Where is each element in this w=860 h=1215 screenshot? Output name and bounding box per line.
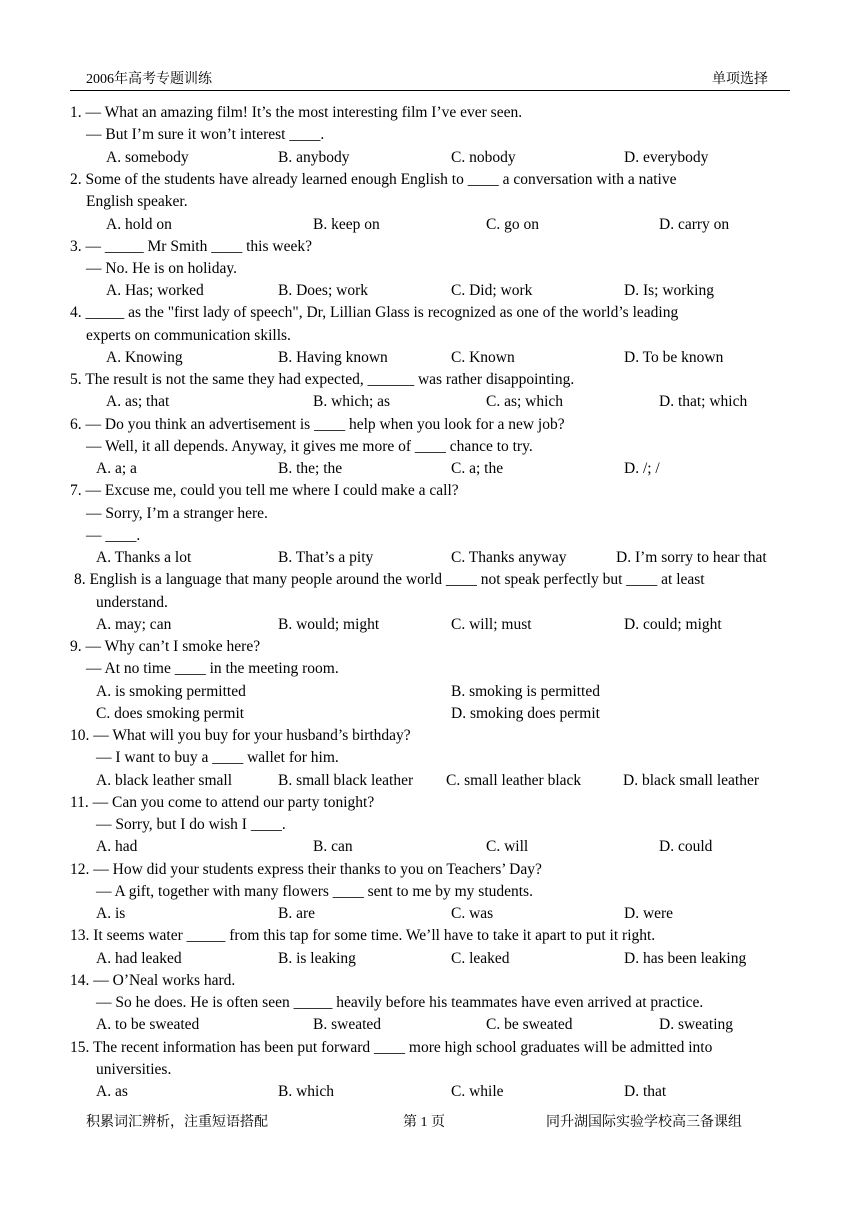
question-11-option-a: A. had xyxy=(96,838,138,855)
question-11-option-c: C. will xyxy=(486,838,529,855)
question-5-option-b: B. which; as xyxy=(313,393,391,410)
footer-page-number: 第 1 页 xyxy=(403,1115,445,1130)
question-10-option-c: C. small leather black xyxy=(446,772,582,789)
question-3-text: — No. He is on holiday. xyxy=(86,260,237,277)
footer-left: 积累词汇辨析，注重短语搭配 xyxy=(86,1115,268,1130)
question-2-option-a: A. hold on xyxy=(106,216,172,233)
question-6-option-c: C. a; the xyxy=(451,460,504,477)
question-2-text: 2. Some of the students have already learned enough English to ____ a conversation with a native xyxy=(70,171,677,188)
question-4-text: experts on communication skills. xyxy=(86,327,291,344)
question-7-option-b: B. That’s a pity xyxy=(278,549,374,566)
question-8-option-b: B. would; might xyxy=(278,616,380,633)
question-7-option-d: D. I’m sorry to hear that xyxy=(616,549,767,566)
question-15-option-c: C. while xyxy=(451,1083,504,1100)
question-12-option-b: B. are xyxy=(278,905,316,922)
question-8-option-c: C. will; must xyxy=(451,616,532,633)
question-8-text: understand. xyxy=(96,594,168,611)
question-2-text: English speaker. xyxy=(86,193,188,210)
question-11-text: — Sorry, but I do wish I ____. xyxy=(96,816,286,833)
question-6-option-a: A. a; a xyxy=(96,460,137,477)
question-3-option-c: C. Did; work xyxy=(451,282,533,299)
question-6-text: — Well, it all depends. Anyway, it gives me more of ____ chance to try. xyxy=(86,438,533,455)
question-8-text: 8. English is a language that many people around the world ____ not speak perfectly but ____ at least xyxy=(74,571,705,588)
header-left: 2006年高考专题训练 xyxy=(86,72,212,87)
question-12-option-d: D. were xyxy=(624,905,674,922)
question-15-text: 15. The recent information has been put forward ____ more high school graduates will be admitted into xyxy=(70,1039,713,1056)
question-9-text: 9. — Why can’t I smoke here? xyxy=(70,638,261,655)
question-2-option-c: C. go on xyxy=(486,216,539,233)
question-5-option-c: C. as; which xyxy=(486,393,564,410)
question-9-text: — At no time ____ in the meeting room. xyxy=(86,660,339,677)
question-6-text: 6. — Do you think an advertisement is ____ help when you look for a new job? xyxy=(70,416,565,433)
question-12-option-c: C. was xyxy=(451,905,494,922)
question-8-option-d: D. could; might xyxy=(624,616,722,633)
question-3-option-d: D. Is; working xyxy=(624,282,714,299)
question-6-option-d: D. /; / xyxy=(624,460,660,477)
question-9-option-a: A. is smoking permitted xyxy=(96,683,246,700)
question-9-option-d: D. smoking does permit xyxy=(451,705,600,722)
question-15-text: universities. xyxy=(96,1061,172,1078)
question-4-option-d: D. To be known xyxy=(624,349,724,366)
question-5-option-d: D. that; which xyxy=(659,393,748,410)
question-8-option-a: A. may; can xyxy=(96,616,172,633)
question-9-option-b: B. smoking is permitted xyxy=(451,683,600,700)
question-4-option-b: B. Having known xyxy=(278,349,388,366)
question-14-option-b: B. sweated xyxy=(313,1016,382,1033)
header-divider xyxy=(70,90,790,91)
question-12-text: 12. — How did your students express their thanks to you on Teachers’ Day? xyxy=(70,861,542,878)
question-11-text: 11. — Can you come to attend our party tonight? xyxy=(70,794,375,811)
question-1-option-d: D. everybody xyxy=(624,149,709,166)
question-6-option-b: B. the; the xyxy=(278,460,343,477)
question-14-text: 14. — O’Neal works hard. xyxy=(70,972,236,989)
question-9-option-c: C. does smoking permit xyxy=(96,705,245,722)
footer-right: 同升湖国际实验学校高三备课组 xyxy=(546,1115,742,1130)
question-14-option-d: D. sweating xyxy=(659,1016,734,1033)
question-13-option-c: C. leaked xyxy=(451,950,510,967)
question-14-text: — So he does. He is often seen _____ heavily before his teammates have even arrived at practice. xyxy=(96,994,704,1011)
question-15-option-b: B. which xyxy=(278,1083,334,1100)
question-4-text: 4. _____ as the "first lady of speech", Dr, Lillian Glass is recognized as one of the world’s leading xyxy=(70,304,679,321)
question-1-option-a: A. somebody xyxy=(106,149,189,166)
question-15-option-d: D. that xyxy=(624,1083,667,1100)
question-14-option-c: C. be sweated xyxy=(486,1016,573,1033)
question-12-text: — A gift, together with many flowers ____ sent to me by my students. xyxy=(96,883,533,900)
question-10-text: 10. — What will you buy for your husband’s birthday? xyxy=(70,727,411,744)
question-10-text: — I want to buy a ____ wallet for him. xyxy=(96,749,339,766)
question-5-option-a: A. as; that xyxy=(106,393,170,410)
question-2-option-b: B. keep on xyxy=(313,216,380,233)
question-1-text: — But I’m sure it won’t interest ____. xyxy=(86,126,325,143)
question-5-text: 5. The result is not the same they had expected, ______ was rather disappointing. xyxy=(70,371,575,388)
question-7-option-c: C. Thanks anyway xyxy=(451,549,567,566)
question-7-text: — ____. xyxy=(86,527,141,544)
question-13-option-b: B. is leaking xyxy=(278,950,356,967)
question-2-option-d: D. carry on xyxy=(659,216,730,233)
question-7-text: — Sorry, I’m a stranger here. xyxy=(86,505,268,522)
question-3-text: 3. — _____ Mr Smith ____ this week? xyxy=(70,238,312,255)
question-3-option-a: A. Has; worked xyxy=(106,282,204,299)
header-right: 单项选择 xyxy=(712,72,768,87)
question-7-option-a: A. Thanks a lot xyxy=(96,549,192,566)
question-13-option-d: D. has been leaking xyxy=(624,950,747,967)
question-11-option-b: B. can xyxy=(313,838,353,855)
question-10-option-b: B. small black leather xyxy=(278,772,414,789)
question-3-option-b: B. Does; work xyxy=(278,282,368,299)
question-1-option-c: C. nobody xyxy=(451,149,516,166)
question-7-text: 7. — Excuse me, could you tell me where I could make a call? xyxy=(70,482,459,499)
question-11-option-d: D. could xyxy=(659,838,713,855)
question-13-option-a: A. had leaked xyxy=(96,950,182,967)
question-4-option-c: C. Known xyxy=(451,349,515,366)
question-15-option-a: A. as xyxy=(96,1083,128,1100)
question-12-option-a: A. is xyxy=(96,905,126,922)
question-4-option-a: A. Knowing xyxy=(106,349,183,366)
question-1-option-b: B. anybody xyxy=(278,149,350,166)
question-10-option-d: D. black small leather xyxy=(623,772,760,789)
question-1-text: 1. — What an amazing film! It’s the most interesting film I’ve ever seen. xyxy=(70,104,523,121)
question-14-option-a: A. to be sweated xyxy=(96,1016,200,1033)
question-13-text: 13. It seems water _____ from this tap for some time. We’ll have to take it apart to put it right. xyxy=(70,927,656,944)
question-10-option-a: A. black leather small xyxy=(96,772,233,789)
